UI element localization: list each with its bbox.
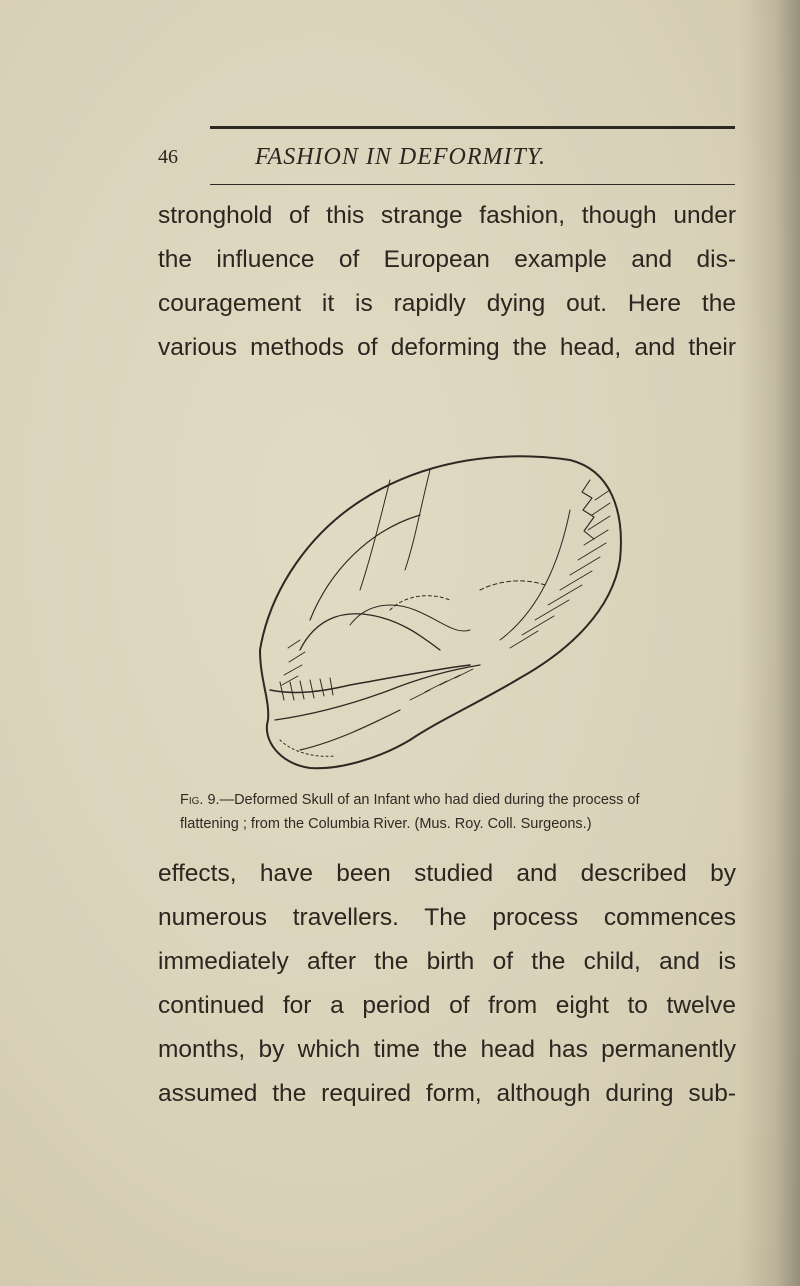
header-rule-top	[210, 126, 735, 129]
text-line: immediately after the birth of the child, and is	[158, 948, 736, 975]
text-line: stronghold of this strange fashion, though under	[158, 202, 736, 229]
paragraph-bottom	[158, 852, 736, 1116]
page-number: 46	[158, 146, 178, 168]
caption-line: flattening ; from the Columbia River. (Mus. Roy. Coll. Surgeons.)	[180, 816, 592, 832]
text-line: the influence of European example and dis-	[158, 246, 736, 273]
figure-caption	[180, 788, 740, 836]
text-line: couragement it is rapidly dying out. Here the	[158, 290, 736, 317]
header-rule-bottom	[210, 184, 735, 185]
running-head: FASHION IN DEFORMITY.	[255, 144, 547, 170]
caption-text: —Deformed Skull of an Infant who had died during the process of	[219, 792, 640, 808]
text-line: various methods of deforming the head, and their	[158, 334, 736, 361]
text-line: numerous travellers. The process commences	[158, 904, 736, 931]
page-edge-shadow	[740, 0, 800, 1286]
text-line: months, by which time the head has permanently	[158, 1036, 736, 1063]
text-line: assumed the required form, although during sub-	[158, 1080, 736, 1107]
figure-label: Fig. 9.	[180, 792, 220, 808]
text-line: continued for a period of from eight to twelve	[158, 992, 736, 1019]
text-line: effects, have been studied and described by	[158, 860, 736, 887]
skull-illustration	[240, 420, 660, 780]
paragraph-top	[158, 194, 736, 370]
caption-line	[180, 788, 740, 812]
